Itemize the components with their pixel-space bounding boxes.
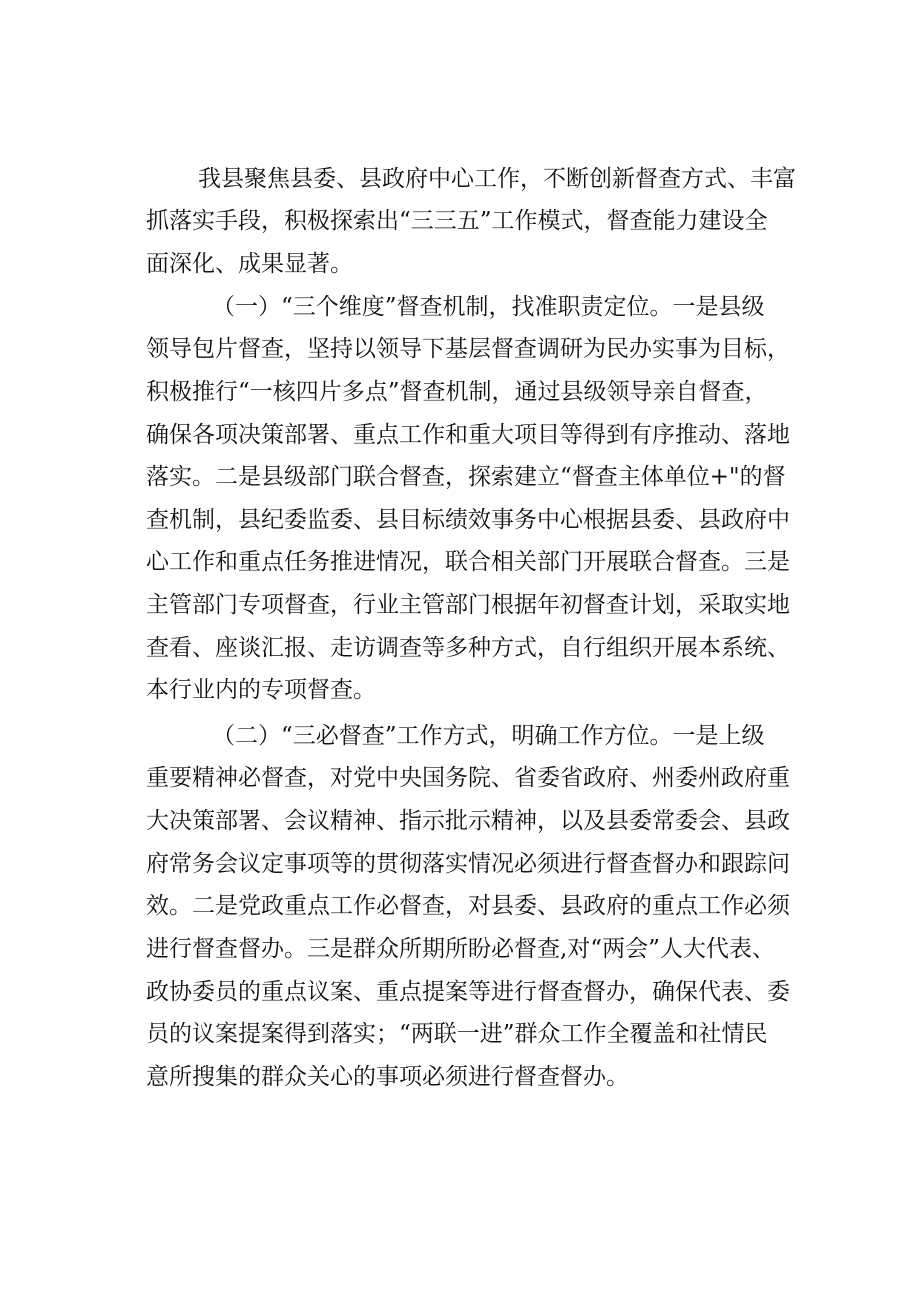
section2-line-8: 员的议案提案得到落实；“两联一进”群众工作全覆盖和社情民 [146, 1021, 768, 1047]
section1-line-5: 落实。二是县级部门联合督查，探索建立“督查主体单位+"的督 [146, 464, 786, 490]
section2-heading-line: （二）“三必督查”工作方式，明确工作方位。一是上级 [212, 723, 765, 749]
section1-line-8: 主管部门专项督查，行业主管部门根据年初督查计划，采取实地 [146, 592, 790, 618]
intro-line-3: 面深化、成果显著。 [146, 251, 353, 277]
intro-line-2: 抓落实手段，积极探索出“三三五”工作模式，督查能力建设全 [146, 208, 768, 234]
section1-line-9: 查看、座谈汇报、走访调查等多种方式，自行组织开展本系统、 [146, 635, 790, 661]
section2-line-6: 进行督查督办。三是群众所期所盼必督查,对“两会”人大代表、 [146, 936, 775, 962]
section2-line-3: 大决策部署、会议精神、指示批示精神，以及县委常委会、县政 [146, 808, 790, 834]
section1-line-2: 领导包片督查，坚持以领导下基层督查调研为民办实事为目标， [146, 336, 790, 362]
section1-line-6: 查机制，县纪委监委、县目标绩效事务中心根据县委、县政府中 [146, 507, 790, 533]
intro-line-1: 我县聚焦县委、县政府中心工作，不断创新督查方式、丰富 [198, 166, 796, 192]
section1-line-7: 心工作和重点任务推进情况，联合相关部门开展联合督查。三是 [146, 549, 790, 575]
section2-line-4: 府常务会议定事项等的贯彻落实情况必须进行督查督办和跟踪问 [146, 851, 790, 877]
section2-line-7: 政协委员的重点议案、重点提案等进行督查督办，确保代表、委 [146, 979, 790, 1005]
section1-line-10: 本行业内的专项督查。 [146, 677, 376, 703]
section2-line-2: 重要精神必督查，对党中央国务院、省委省政府、州委州政府重 [146, 765, 790, 791]
section2-line-5: 效。二是党政重点工作必督查，对县委、县政府的重点工作必须 [146, 893, 790, 919]
section2-line-9: 意所搜集的群众关心的事项必须进行督查督办。 [146, 1064, 629, 1090]
section1-line-3: 积极推行“一核四片多点”督查机制，通过县级领导亲自督查， [146, 379, 768, 405]
section1-line-4: 确保各项决策部署、重点工作和重大项目等得到有序推动、落地 [146, 422, 790, 448]
section1-heading-line: （一）“三个维度”督查机制，找准职责定位。一是县级 [212, 294, 765, 320]
